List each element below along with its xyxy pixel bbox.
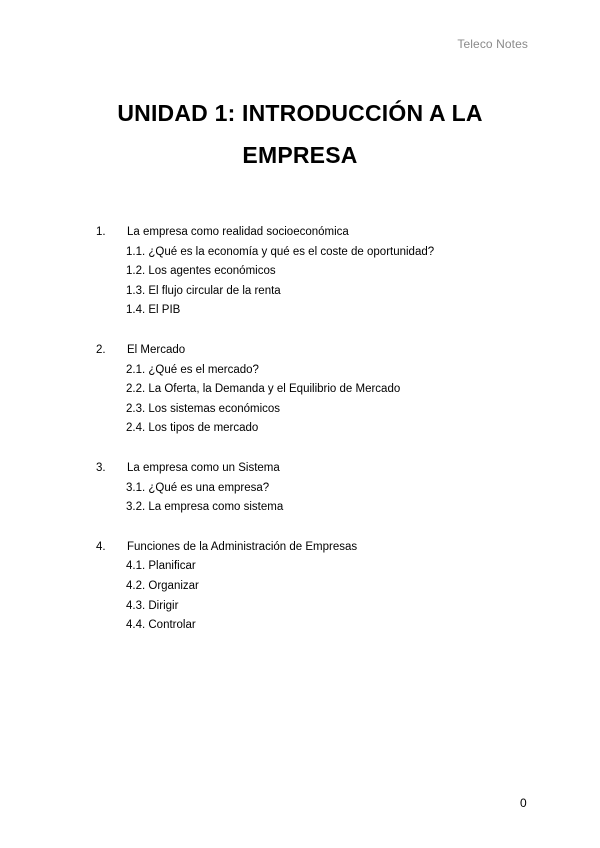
table-of-contents	[96, 223, 536, 656]
toc-section-2	[96, 341, 536, 439]
toc-section-heading	[96, 341, 536, 361]
page-title-line-1: UNIDAD 1: INTRODUCCIÓN A LA	[117, 100, 483, 126]
toc-subitem: 2.3. Los sistemas económicos	[126, 402, 281, 415]
toc-section-heading	[96, 538, 536, 558]
toc-subitem: 4.1. Planificar	[126, 560, 196, 573]
toc-section-title: La empresa como un Sistema	[127, 461, 280, 474]
toc-subitem: 4.4. Controlar	[126, 619, 196, 632]
toc-section-4	[96, 538, 536, 636]
page-title	[90, 92, 510, 176]
toc-subitem: 4.3. Dirigir	[126, 599, 179, 612]
header-note: Teleco Notes	[457, 37, 528, 51]
toc-section-title: Funciones de la Administración de Empresas	[127, 540, 358, 553]
page-title-line-2: EMPRESA	[242, 142, 358, 168]
toc-section-1	[96, 223, 536, 321]
toc-subitem: 4.2. Organizar	[126, 579, 199, 592]
toc-subitem: 3.2. La empresa como sistema	[126, 501, 284, 514]
toc-section-number: 4.	[96, 540, 106, 553]
toc-section-number: 3.	[96, 461, 106, 474]
toc-subitem: 1.1. ¿Qué es la economía y qué es el coste de oportunidad?	[126, 245, 435, 258]
toc-section-heading	[96, 459, 536, 479]
toc-subitem: 2.1. ¿Qué es el mercado?	[126, 363, 259, 376]
toc-section-title: La empresa como realidad socioeconómica	[127, 226, 349, 238]
toc-section-title: El Mercado	[127, 343, 186, 356]
toc-subitem: 2.2. La Oferta, la Demanda y el Equilibrio de Mercado	[126, 383, 401, 396]
toc-subitem: 1.2. Los agentes económicos	[126, 265, 276, 278]
toc-section-number: 2.	[96, 343, 106, 356]
toc-subitem: 3.1. ¿Qué es una empresa?	[126, 481, 270, 494]
toc-section-3	[96, 459, 536, 518]
page-number: 0	[520, 796, 527, 810]
toc-section-number: 1.	[96, 226, 106, 238]
toc-section-heading	[96, 223, 536, 243]
toc-subitem: 1.4. El PIB	[126, 304, 181, 317]
toc-subitem: 2.4. Los tipos de mercado	[126, 422, 259, 435]
toc-subitem: 1.3. El flujo circular de la renta	[126, 284, 281, 297]
